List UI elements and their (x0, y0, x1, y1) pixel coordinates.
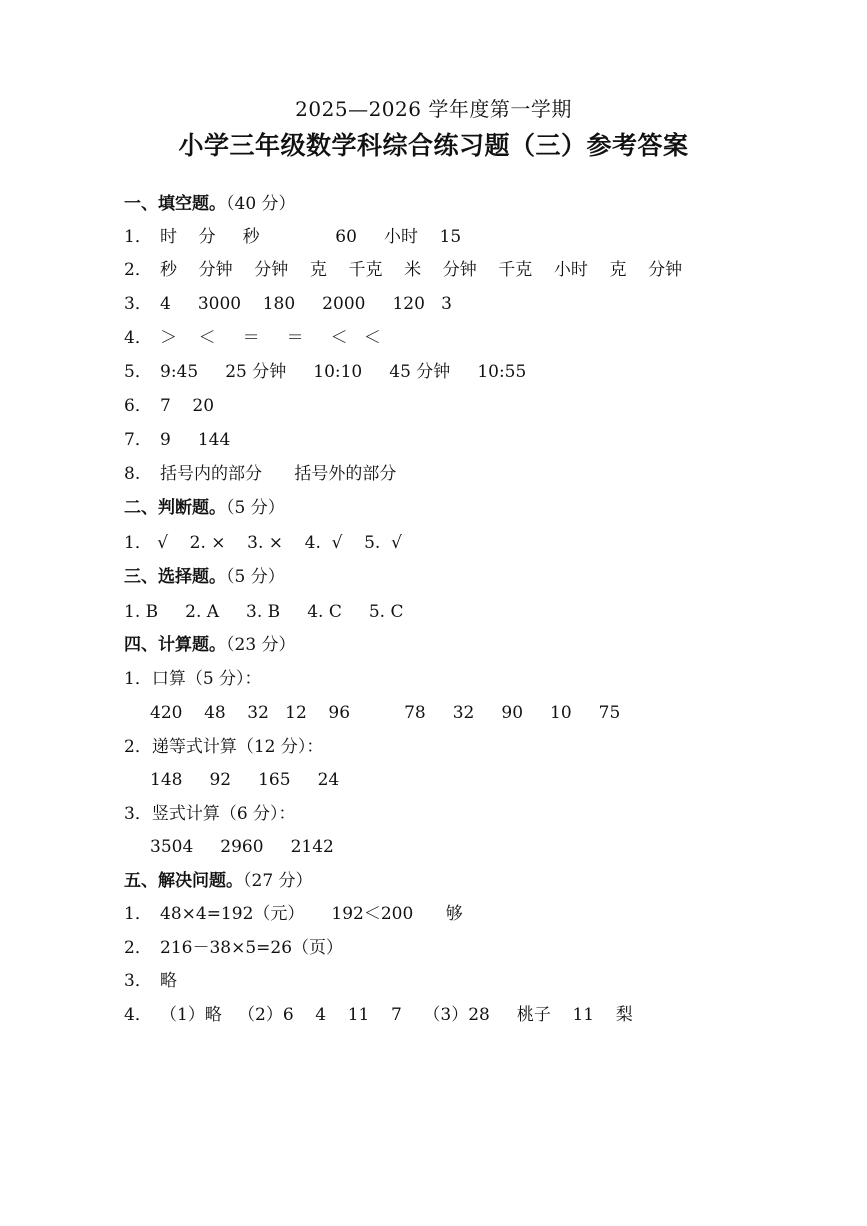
item-number: 3． (124, 971, 152, 991)
section-points: （40 分） (226, 194, 296, 214)
item-answer: 4 3000 180 2000 120 3 (160, 294, 452, 314)
section-heading-text: 五、解决问题。 (124, 871, 243, 891)
choice-answers: 1. B 2. A 3. B 4. C 5. C (124, 602, 404, 622)
item-answer: ＞ ＜ ＝ ＝ ＜ ＜ (160, 328, 381, 348)
item-number: 5． (124, 362, 152, 382)
item-number: 1． (124, 904, 152, 924)
section-points: （23 分） (226, 635, 296, 655)
item-answer: 9:45 25 分钟 10:10 45 分钟 10:55 (160, 362, 527, 382)
fill-blank-item (124, 395, 214, 417)
item-number: 7． (124, 430, 152, 450)
section-points: （27 分） (243, 871, 313, 891)
problem-answer (124, 937, 343, 959)
fill-blank-item (124, 293, 452, 315)
section-heading-text: 一、填空题。 (124, 194, 226, 214)
judgement-answers: 1． √ 2. × 3. × 4. √ 5. √ (124, 533, 402, 553)
fill-blank-item (124, 226, 461, 248)
item-number: 1． (124, 227, 152, 247)
section-2-heading (124, 497, 285, 519)
problem-answer (124, 970, 177, 992)
item-number: 2． (124, 938, 152, 958)
item-number: 3． (124, 294, 152, 314)
fill-blank-item (124, 259, 682, 281)
item-answer: （1）略 （2）6 4 11 7 （3）28 桃子 11 梨 (160, 1005, 633, 1025)
section-points: （5 分） (226, 567, 285, 587)
fill-blank-item (124, 361, 526, 383)
section-4-heading (124, 634, 296, 656)
section-heading-text: 四、计算题。 (124, 635, 226, 655)
term-subtitle: 2025—2026 学年度第一学期 (295, 97, 572, 121)
step-calc-answers: 148 92 165 24 (150, 770, 340, 790)
section-3-heading (124, 566, 285, 588)
item-answer: 秒 分钟 分钟 克 千克 米 分钟 千克 小时 克 分钟 (160, 260, 683, 280)
vertical-calc-answers: 3504 2960 2142 (150, 837, 334, 857)
item-answer: 7 20 (160, 396, 215, 416)
section-points: （5 分） (226, 498, 285, 518)
item-answer: 48×4=192（元） 192＜200 够 (160, 904, 463, 924)
item-answer: 216－38×5=26（页） (160, 938, 344, 958)
item-number: 6． (124, 396, 152, 416)
vertical-calc-label: 3．竖式计算（6 分）： (124, 804, 296, 824)
section-5-heading (124, 870, 313, 892)
problem-answer (124, 1004, 633, 1026)
item-number: 8. (124, 464, 141, 484)
oral-calc-label: 1．口算（5 分）： (124, 669, 262, 689)
item-number: 2． (124, 260, 152, 280)
oral-calc-answers: 420 48 32 12 96 78 32 90 10 75 (150, 703, 621, 723)
section-heading-text: 二、判断题。 (124, 498, 226, 518)
item-answer: 括号内的部分 括号外的部分 (160, 464, 397, 484)
section-1-heading (124, 193, 296, 215)
item-answer: 时 分 秒 60 小时 15 (160, 227, 462, 247)
item-number: 4． (124, 328, 152, 348)
item-answer: 略 (160, 971, 177, 991)
fill-blank-item (124, 463, 396, 485)
fill-blank-item (124, 327, 381, 349)
item-answer: 9 144 (160, 430, 231, 450)
step-calc-label: 2．递等式计算（12 分）： (124, 737, 324, 757)
fill-blank-item (124, 429, 230, 451)
problem-answer (124, 903, 463, 925)
section-heading-text: 三、选择题。 (124, 567, 226, 587)
document-title: 小学三年级数学科综合练习题（三）参考答案 (178, 131, 689, 160)
item-number: 4． (124, 1005, 152, 1025)
